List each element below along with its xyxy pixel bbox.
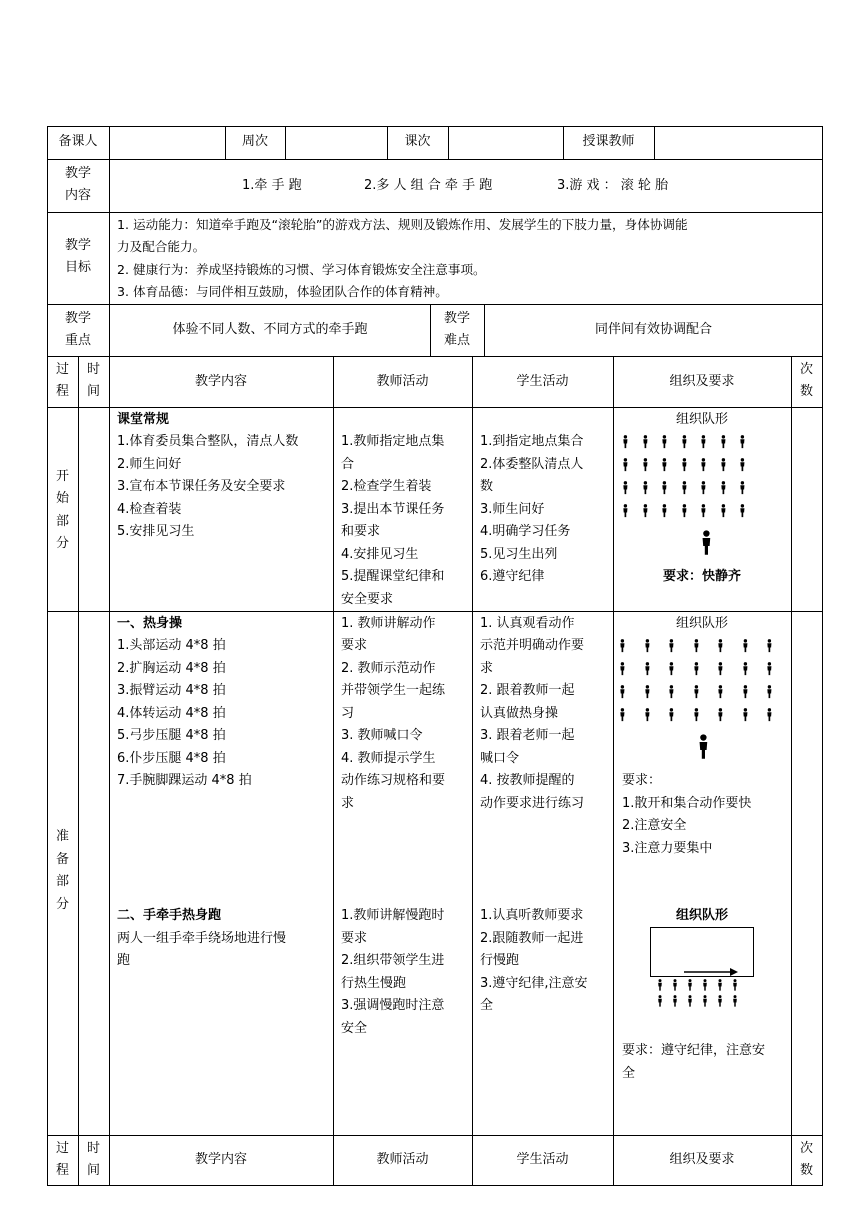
start-teacher-line: 4.安排见习生 xyxy=(341,547,419,562)
student-figure-icon xyxy=(661,434,668,453)
student-figure-icon xyxy=(717,707,724,726)
student-figure-icon xyxy=(644,684,651,703)
student-figure-icon xyxy=(693,684,700,703)
footer-teacher: 教师活动 xyxy=(376,1152,429,1167)
start-student-line: 数 xyxy=(480,479,494,494)
student-figure-icon xyxy=(681,480,688,499)
student-figure-icon xyxy=(672,992,678,1011)
start-title: 课堂常规 xyxy=(117,412,170,427)
student-figure-icon xyxy=(766,638,773,657)
col-count-1: 次 xyxy=(799,362,813,377)
start-content-line: 4.检查着装 xyxy=(117,502,182,517)
run-teacher-line: 1.教师讲解慢跑时 xyxy=(341,908,445,923)
warmup-item: 3.振臂运动 4*8 拍 xyxy=(117,683,226,698)
key-label-2: 重点 xyxy=(64,333,91,348)
warmup-teacher-line: 习 xyxy=(341,706,355,721)
student-figure-icon xyxy=(702,992,708,1011)
col-process-2: 程 xyxy=(55,384,69,399)
warmup-student-line: 1. 认真观看动作 xyxy=(480,616,575,631)
student-figure-icon xyxy=(720,457,727,476)
student-figure-icon xyxy=(661,480,668,499)
goal-line-2: 力及配合能力。 xyxy=(117,239,206,254)
prep-phase-4: 分 xyxy=(55,897,69,912)
goal-line-3: 2. 健康行为：养成坚持锻炼的习惯、学习体育锻炼安全注意事项。 xyxy=(117,262,486,277)
student-figure-icon xyxy=(622,457,629,476)
start-teacher-line: 安全要求 xyxy=(341,592,394,607)
student-figure-icon xyxy=(717,638,724,657)
difficulty-label-1: 教学 xyxy=(443,311,470,326)
warmup-org-requirement: 要求： xyxy=(622,773,662,788)
student-figure-icon xyxy=(700,457,707,476)
student-figure-icon xyxy=(619,684,626,703)
warmup-teacher-line: 4. 教师提示学生 xyxy=(341,751,436,766)
content-label-1: 教学 xyxy=(64,166,91,181)
student-figure-icon xyxy=(661,503,668,522)
student-figure-icon xyxy=(766,707,773,726)
warmup-teacher-line: 求 xyxy=(341,796,355,811)
student-figure-icon xyxy=(668,684,675,703)
footer-content: 教学内容 xyxy=(194,1152,247,1167)
student-figure-icon xyxy=(642,480,649,499)
start-student-line: 2.体委整队清点人 xyxy=(480,457,584,472)
student-formation-diagram xyxy=(657,976,749,1016)
student-figure-icon xyxy=(700,434,707,453)
run-teacher-line: 要求 xyxy=(341,931,368,946)
student-figure-icon xyxy=(742,638,749,657)
start-phase-2: 始 xyxy=(55,491,69,506)
warmup-org-title: 组织队形 xyxy=(675,616,728,631)
col-content: 教学内容 xyxy=(194,374,247,389)
footer-process-2: 程 xyxy=(55,1163,69,1178)
warmup-org-requirement: 1.散开和集合动作要快 xyxy=(622,796,752,811)
teacher-figure-icon xyxy=(697,734,711,760)
run-student-line: 全 xyxy=(480,998,494,1013)
col-student: 学生活动 xyxy=(516,374,569,389)
warmup-student-line: 3. 跟着老师一起 xyxy=(480,728,575,743)
student-figure-icon xyxy=(717,661,724,680)
student-figure-icon xyxy=(700,503,707,522)
warmup-teacher-line: 并带领学生一起练 xyxy=(341,683,446,698)
footer-org: 组织及要求 xyxy=(669,1152,735,1167)
col-time-2: 间 xyxy=(86,384,100,399)
col-process-1: 过 xyxy=(55,362,69,377)
student-formation-diagram xyxy=(619,638,785,728)
warmup-student-line: 喊口令 xyxy=(480,751,520,766)
student-figure-icon xyxy=(619,638,626,657)
student-figure-icon xyxy=(720,503,727,522)
student-figure-icon xyxy=(642,434,649,453)
warmup-student-line: 示范并明确动作要 xyxy=(480,638,585,653)
start-content-line: 5.安排见习生 xyxy=(117,524,195,539)
content-item-3: 3.游 戏 ： 滚 轮 胎 xyxy=(557,178,669,193)
footer-time-2: 间 xyxy=(86,1163,100,1178)
student-figure-icon xyxy=(681,434,688,453)
footer-time-1: 时 xyxy=(86,1141,100,1156)
teacher-figure-icon xyxy=(700,530,714,556)
goal-line-4: 3. 体育品德：与同伴相互鼓励，体验团队合作的体育精神。 xyxy=(117,284,448,299)
start-teacher-line: 1.教师指定地点集 xyxy=(341,434,445,449)
warmup-teacher-line: 要求 xyxy=(341,638,368,653)
run-teacher-line: 2.组织带领学生进 xyxy=(341,953,445,968)
key-value: 体验不同人数、不同方式的牵手跑 xyxy=(172,322,368,337)
student-figure-icon xyxy=(642,503,649,522)
student-figure-icon xyxy=(644,707,651,726)
warmup-student-line: 动作要求进行练习 xyxy=(480,796,585,811)
student-figure-icon xyxy=(619,661,626,680)
col-teacher: 教师活动 xyxy=(376,374,429,389)
start-student-line: 5.见习生出列 xyxy=(480,547,558,562)
start-teacher-line: 合 xyxy=(341,457,355,472)
start-student-line: 3.师生问好 xyxy=(480,502,545,517)
student-figure-icon xyxy=(644,638,651,657)
warmup-item: 5.弓步压腿 4*8 拍 xyxy=(117,728,226,743)
run-content-line: 两人一组手牵手绕场地进行慢 xyxy=(117,931,287,946)
student-figure-icon xyxy=(693,661,700,680)
student-figure-icon xyxy=(766,661,773,680)
run-org-requirement: 要求：遵守纪律，注意安 xyxy=(622,1043,766,1058)
student-formation-diagram xyxy=(622,434,782,524)
start-org-requirement: 要求：快静齐 xyxy=(662,569,741,584)
start-content-line: 2.师生问好 xyxy=(117,457,182,472)
run-content-line: 跑 xyxy=(117,953,131,968)
start-phase-4: 分 xyxy=(55,536,69,551)
warmup-org-requirement: 3.注意力要集中 xyxy=(622,841,713,856)
warmup-student-line: 4. 按教师提醒的 xyxy=(480,773,575,788)
student-figure-icon xyxy=(693,638,700,657)
start-content-line: 3.宣布本节课任务及安全要求 xyxy=(117,479,286,494)
run-teacher-line: 3.强调慢跑时注意 xyxy=(341,998,445,1013)
student-figure-icon xyxy=(739,434,746,453)
week-label: 周次 xyxy=(241,134,268,149)
col-time-1: 时 xyxy=(86,362,100,377)
start-org-title: 组织队形 xyxy=(675,412,728,427)
student-figure-icon xyxy=(739,480,746,499)
student-figure-icon xyxy=(661,457,668,476)
footer-student: 学生活动 xyxy=(516,1152,569,1167)
run-student-line: 行慢跑 xyxy=(480,953,520,968)
run-student-line: 1.认真听教师要求 xyxy=(480,908,584,923)
difficulty-label-2: 难点 xyxy=(443,333,470,348)
run-title: 二、手牵手热身跑 xyxy=(117,908,222,923)
student-figure-icon xyxy=(644,661,651,680)
student-figure-icon xyxy=(720,434,727,453)
start-content-line: 1.体育委员集合整队，清点人数 xyxy=(117,434,299,449)
student-figure-icon xyxy=(668,707,675,726)
warmup-teacher-line: 动作练习规格和要 xyxy=(341,773,446,788)
run-teacher-line: 安全 xyxy=(341,1021,368,1036)
content-item-1: 1.牵 手 跑 xyxy=(242,178,302,193)
student-figure-icon xyxy=(668,661,675,680)
student-figure-icon xyxy=(693,707,700,726)
difficulty-value: 同伴间有效协调配合 xyxy=(594,322,712,337)
start-teacher-line: 3.提出本节课任务 xyxy=(341,502,445,517)
goals-label-1: 教学 xyxy=(64,238,91,253)
footer-process-1: 过 xyxy=(55,1141,69,1156)
start-student-line: 4.明确学习任务 xyxy=(480,524,571,539)
prep-phase-1: 准 xyxy=(55,829,69,844)
goal-line-1: 1. 运动能力：知道牵手跑及“滚轮胎”的游戏方法、规则及锻炼作用、发展学生的下肢力量，身体协调能 xyxy=(117,217,688,232)
warmup-teacher-line: 2. 教师示范动作 xyxy=(341,661,436,676)
student-figure-icon xyxy=(717,684,724,703)
footer-count-1: 次 xyxy=(799,1141,813,1156)
student-figure-icon xyxy=(681,457,688,476)
run-teacher-line: 行热生慢跑 xyxy=(341,976,407,991)
warmup-teacher-line: 1. 教师讲解动作 xyxy=(341,616,436,631)
footer-count-2: 数 xyxy=(799,1163,813,1178)
col-org: 组织及要求 xyxy=(669,374,735,389)
start-phase-1: 开 xyxy=(55,469,69,484)
run-student-line: 2.跟随教师一起进 xyxy=(480,931,584,946)
run-student-line: 3.遵守纪律,注意安 xyxy=(480,976,588,991)
run-org-requirement: 全 xyxy=(622,1066,636,1081)
student-figure-icon xyxy=(742,707,749,726)
content-item-2: 2.多 人 组 合 牵 手 跑 xyxy=(364,178,493,193)
preparer-label: 备课人 xyxy=(58,134,98,149)
content-label-2: 内容 xyxy=(64,188,91,203)
teacher-label: 授课教师 xyxy=(582,134,635,149)
warmup-student-line: 2. 跟着教师一起 xyxy=(480,683,575,698)
student-figure-icon xyxy=(700,480,707,499)
start-teacher-line: 5.提醒课堂纪律和 xyxy=(341,569,445,584)
student-figure-icon xyxy=(681,503,688,522)
student-figure-icon xyxy=(739,503,746,522)
start-teacher-line: 2.检查学生着装 xyxy=(341,479,432,494)
key-label-1: 教学 xyxy=(64,311,91,326)
goals-label-2: 目标 xyxy=(64,260,91,275)
student-figure-icon xyxy=(619,707,626,726)
student-figure-icon xyxy=(642,457,649,476)
prep-phase-2: 备 xyxy=(55,852,69,867)
warmup-item: 1.头部运动 4*8 拍 xyxy=(117,638,226,653)
start-student-line: 6.遵守纪律 xyxy=(480,569,545,584)
student-figure-icon xyxy=(742,684,749,703)
student-figure-icon xyxy=(766,684,773,703)
start-student-line: 1.到指定地点集合 xyxy=(480,434,584,449)
warmup-org-requirement: 2.注意安全 xyxy=(622,818,687,833)
student-figure-icon xyxy=(622,480,629,499)
warmup-item: 2.扩胸运动 4*8 拍 xyxy=(117,661,226,676)
lesson-label: 课次 xyxy=(404,134,431,149)
warmup-student-line: 认真做热身操 xyxy=(480,706,559,721)
start-teacher-line: 和要求 xyxy=(341,524,381,539)
student-figure-icon xyxy=(687,992,693,1011)
warmup-item: 6.仆步压腿 4*8 拍 xyxy=(117,751,226,766)
warmup-item: 4.体转运动 4*8 拍 xyxy=(117,706,226,721)
prep-phase-3: 部 xyxy=(55,874,69,889)
student-figure-icon xyxy=(622,434,629,453)
student-figure-icon xyxy=(622,503,629,522)
student-figure-icon xyxy=(732,992,738,1011)
run-org-title: 组织队形 xyxy=(675,908,728,923)
warmup-item: 7.手腕脚踝运动 4*8 拍 xyxy=(117,773,252,788)
student-figure-icon xyxy=(657,992,663,1011)
warmup-title: 一、热身操 xyxy=(117,616,183,631)
student-figure-icon xyxy=(739,457,746,476)
student-figure-icon xyxy=(717,992,723,1011)
warmup-student-line: 求 xyxy=(480,661,494,676)
student-figure-icon xyxy=(668,638,675,657)
start-phase-3: 部 xyxy=(55,514,69,529)
student-figure-icon xyxy=(720,480,727,499)
col-count-2: 数 xyxy=(799,384,813,399)
lesson-plan-table xyxy=(47,126,823,1186)
warmup-teacher-line: 3. 教师喊口令 xyxy=(341,728,423,743)
student-figure-icon xyxy=(742,661,749,680)
